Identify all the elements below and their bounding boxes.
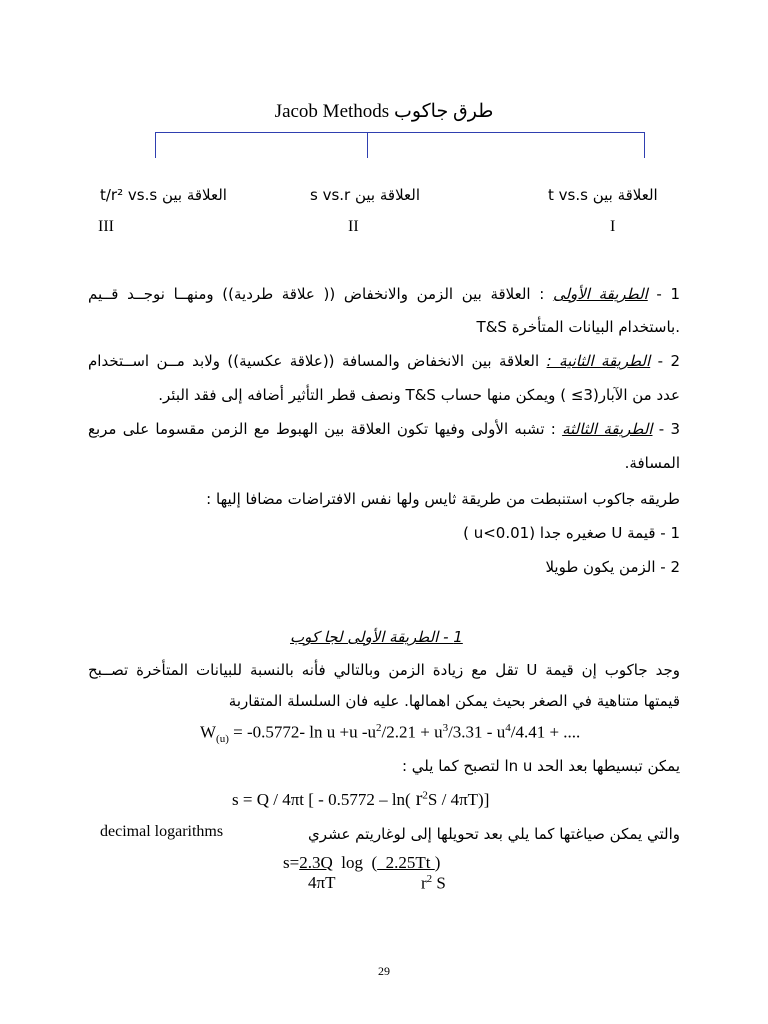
log-eq-den2-r: r <box>421 873 427 893</box>
method2-text1: العلاقة بين الانخفاض والمسافة ((علاقة عكسية)) ولابد مــن اســتخدام <box>88 352 540 370</box>
s-eq-part2: S / 4πT)] <box>427 790 490 809</box>
decimal-text: والتي يمكن صياغتها كما يلي بعد تحويلها إلى لوغاريتم عشري <box>308 825 680 843</box>
series-equation <box>200 722 580 745</box>
method3-num: 3 - <box>658 420 680 438</box>
method3-text1: : تشبه الأولى وفيها تكون العلاقة بين الهبوط مع الزمن مقسوما على مربع <box>88 420 556 438</box>
method2-name: الطريقة الثانية : <box>546 352 651 370</box>
para1-line2: قيمتها متناهية في الصغر بحيث يمكن اهمالها. عليه فان السلسلة المتقاربة <box>228 692 680 710</box>
log-eq-den1: 4πT <box>308 873 336 892</box>
method2-line1 <box>88 352 680 370</box>
log-eq-num1: 2.3Q <box>299 853 333 872</box>
eq-part1: = -0.5772- ln u +u -u <box>228 722 377 742</box>
log-eq-den2-s: S <box>432 873 446 893</box>
s-eq-part1: s = Q / 4πt [ - 0.5772 – ln( <box>232 790 411 809</box>
assumption-1: 1 - قيمة U صغيره جدا (u<0.01 ) <box>463 524 680 542</box>
log-eq-log: log ( <box>332 853 378 872</box>
branch-i-label: t vs.s العلاقة بين <box>548 186 658 204</box>
section-heading-text: 1 - الطريقة الأولى لجا كوب <box>290 628 463 646</box>
log-eq-close: ) <box>434 853 441 872</box>
para1-line1: وجد جاكوب إن قيمة U تقل مع زيادة الزمن وبالتالي فأنه بالنسبة للبيانات المتأخرة تصــبح <box>88 661 680 679</box>
log-eq-lead: s= <box>283 853 300 872</box>
method1-line1 <box>88 285 680 303</box>
roman-ii: II <box>348 218 359 235</box>
method3-line2: المسافة. <box>624 454 680 472</box>
method1-name: الطريقة الأولى <box>552 285 648 303</box>
roman-i: I <box>610 218 616 235</box>
eq-w: W <box>200 722 217 742</box>
page-title: Jacob Methods طرق جاكوب <box>274 101 494 122</box>
section-heading <box>290 628 463 646</box>
eq-w-sub: (u) <box>216 733 229 746</box>
s-equation <box>232 788 489 811</box>
page-number: 29 <box>378 964 390 978</box>
log-equation <box>283 853 440 873</box>
bracket-right-leg <box>644 132 645 158</box>
bracket-left-leg <box>155 132 156 158</box>
branch-iii-label: t/r² vs.s العلاقة بين <box>100 186 227 204</box>
eq-exp2: 3 <box>442 722 449 734</box>
roman-iii: III <box>98 218 114 235</box>
bracket-top-line <box>155 132 645 133</box>
method2-num: 2 - <box>657 352 680 370</box>
method2-line2: عدد من الآبار(3≥ ) ويمكن منها حساب T&S ونصف قطر التأثير أضافه إلى فقد البئر. <box>158 386 680 404</box>
log-eq-den2-exp: 2 <box>426 873 433 885</box>
assumption-2: 2 - الزمن يكون طويلا <box>545 558 680 576</box>
simplify-text: يمكن تبسيطها بعد الحد ln u لتصبح كما يلي : <box>401 757 680 775</box>
method3-name: الطريقة الثالثة <box>562 420 653 438</box>
log-eq-den2 <box>421 873 446 894</box>
method3-line1 <box>88 420 680 438</box>
eq-part2: /2.21 + u <box>381 722 443 742</box>
log-eq-num2: 2.25Tt <box>377 853 435 872</box>
eq-part3: /3.31 - u <box>448 722 506 742</box>
decimal-en: decimal logarithms <box>100 823 224 840</box>
method1-line2: T&S باستخدام البيانات المتأخرة. <box>476 318 680 336</box>
eq-part4: /4.41 + .... <box>510 722 581 742</box>
method1-text1: : العلاقة بين الزمن والانخفاض (( علاقة طردية)) ومنهــا نوجــد قــيم <box>88 285 545 303</box>
s-eq-r: r <box>410 788 423 810</box>
assumptions-intro: طريقه جاكوب استنبطت من طريقة ثايس ولها نفس الافتراضات مضافا إليها : <box>206 490 680 508</box>
eq-exp1: 2 <box>376 722 382 734</box>
branch-ii-label: s vs.r العلاقة بين <box>310 186 421 204</box>
method1-num: 1 - <box>656 285 680 303</box>
bracket-middle-leg <box>367 132 368 158</box>
s-eq-exp: 2 <box>422 789 428 802</box>
eq-exp3: 4 <box>505 722 511 734</box>
